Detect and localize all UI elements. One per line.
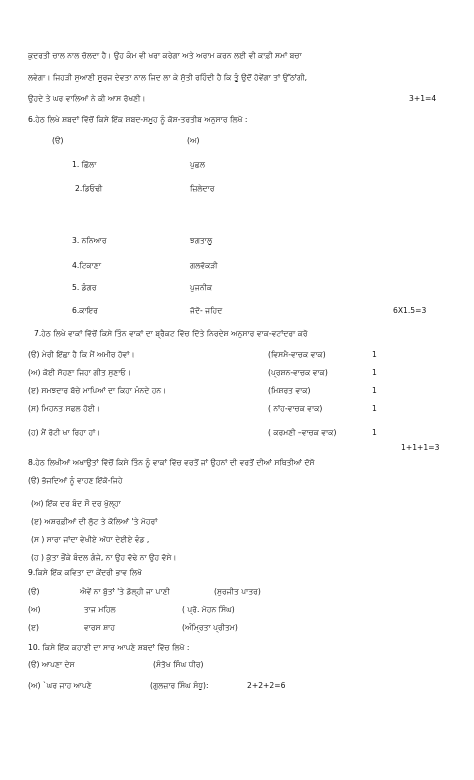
- q9-poem-label: (ੲ): [28, 623, 39, 632]
- q9-poem-author: ( ਪ੍ਰੋ. ਮੋਹਨ ਸਿੰਘ): [182, 605, 235, 614]
- q6-item-a: 1. ਛਿੱਲਾ: [72, 160, 97, 169]
- q7-sentence-type: (ਵਿਸਮੈ-ਵਾਚਕ ਵਾਕ): [268, 350, 326, 359]
- q6-marks: 6X1.5=3: [393, 306, 427, 315]
- q6-item-b: ਜ਼ਿਲੇਦਾਰ: [190, 184, 215, 193]
- q7-sentence: (ਹ) ਮੈਂ ਰੋਟੀ ਖਾ ਰਿਹਾ ਹਾਂ।: [28, 428, 101, 437]
- q8-proverb: (ਹ ) ਕੁੱਤਾ ਭੌਂਕੇ ਬੰਦਲ ਗੰਜੇ, ਨਾ ਉਹ ਵੱਢੇ ਨਾ ਉਹ ਵੱਸੇ।: [31, 553, 177, 562]
- q8-proverb: (ਸ ) ਸਾਰਾ ਜਾਂਦਾ ਵੇਖੀਏ ਅੱਧਾ ਦੇਈਏ ਵੰਡ ,: [31, 535, 150, 544]
- q6-item-a: 4.ਟਿਕਾਣਾ: [72, 261, 102, 270]
- q7-sentence-type: ( ਨਾਂਹ-ਵਾਚਕ ਵਾਕ): [268, 404, 323, 413]
- q8-proverb-first: (ੳ) ਭੱਜਦਿਆਂ ਨੂੰ ਵਾਹਣ ਇੱਕੋ-ਜਿਹੇ: [28, 476, 123, 485]
- q7-sentence-mark: 1: [372, 428, 377, 437]
- q6-column-a-label: (ੳ): [52, 136, 64, 145]
- q8-heading: 8.ਹੇਠ ਲਿਖੀਆਂ ਅਖਾਉਤਾਂ ਵਿੱਚੋਂ ਕਿਸੇ ਤਿੰਨ ਨੂੰ ਵਾਕਾਂ ਵਿੱਚ ਵਰਤੋਂ ਜਾਂ ਉਹਨਾਂ ਦੀ ਵਰਤੋਂ ਦੀਆਂ ਸਥਿਤੀਆਂ ਦੱਸੋ: [28, 458, 315, 467]
- q6-heading: 6.ਹੇਠ ਲਿਖੇ ਸ਼ਬਦਾਂ ਵਿੱਚੋਂ ਕਿਸੇ ਇੱਕ ਸ਼ਬਦ-ਸਮੂਹ ਨੂੰ ਕੋਸ਼-ਤਰਤੀਬ ਅਨੁਸਾਰ ਲਿਖੋ :: [28, 115, 248, 124]
- q9-poem-author: (ਅੰਮ੍ਰਿਤਾ ਪ੍ਰੀਤਮ): [182, 623, 238, 632]
- q6-item-a: 3. ਨਨਿਆਰ: [72, 236, 107, 245]
- q7-sentence-mark: 1: [372, 386, 377, 395]
- intro-marks: 3+1=4: [409, 94, 437, 103]
- q9-poem-label: (ੳ): [28, 587, 40, 596]
- q9-poem-author: (ਸੁਰਜੀਤ ਪਾਤਰ): [214, 587, 261, 596]
- q6-item-b: ਪੁਜਨੀਕ: [190, 283, 213, 292]
- q7-sentence: (ਸ) ਮਿਹਨਤ ਸਫਲ ਹੋਈ।: [28, 404, 100, 413]
- q7-marks: 1+1+1=3: [401, 443, 440, 452]
- q6-item-b: ਜੱਦੋ- ਜਹਿਦ: [190, 306, 223, 315]
- q6-item-b: ਝਗਤਾਲੂ: [190, 236, 213, 245]
- q7-sentence-mark: 1: [372, 368, 377, 377]
- q9-poem-label: (ਅ): [28, 605, 41, 614]
- intro-line-1: ਕੁਦਰਤੀ ਚਾਲ ਨਾਲ ਚੱਲਦਾ ਹੈ। ਉਹ ਕੰਮ ਵੀ ਖਰਾ ਕਰੇਗਾ ਅਤੇ ਅਰਾਮ ਕਰਨ ਲਈ ਵੀ ਕਾਫ਼ੀ ਸਮਾਂ ਬਚਾ: [28, 51, 302, 60]
- q7-sentence: (ੲ) ਸਮਝਦਾਰ ਬੱਚੇ ਮਾਪਿਆਂ ਦਾ ਕਿਹਾ ਮੰਨਦੇ ਹਨ।: [28, 386, 167, 395]
- q8-proverb: (ਅ) ਇੱਕ ਦਰ ਬੰਦ ਸੌ ਦਰ ਖੁੱਲ੍ਹਾ: [31, 499, 121, 508]
- q9-poem-title: ਐਵੇਂ ਨਾ ਬੁੱਤਾਂ 'ਤੇ ਡੋਲ੍ਹੀ ਜਾ ਪਾਣੀ: [80, 587, 170, 596]
- q10-story-title: (ੳ) ਆਪਣਾ ਦੇਸ: [28, 660, 75, 669]
- q8-proverb: (ੲ) ਅਸ਼ਰਫ਼ੀਆਂ ਦੀ ਲੁੱਟ ਤੇ ਕੋਲਿਆਂ 'ਤੇ ਮੋਹਰਾਂ: [31, 517, 158, 526]
- q7-heading: 7.ਹੇਠ ਲਿਖੇ ਵਾਕਾਂ ਵਿੱਚੋਂ ਕਿਸੇ ਤਿੰਨ ਵਾਕਾਂ ਦਾ ਬ੍ਰੈਕਟ ਵਿੱਚ ਦਿੱਤੇ ਨਿਰਦੇਸ਼ ਅਨੁਸਾਰ ਵਾਕ-ਵਟਾਂਦਰਾ ਕਰੋ: [34, 329, 308, 338]
- q7-sentence: (ਅ) ਕੋਈ ਸੋਹਣਾ ਜਿਹਾ ਗੀਤ ਸੁਣਾਓ।: [28, 368, 131, 377]
- q7-sentence-type: (ਮਿਸ਼ਰਤ ਵਾਕ): [268, 386, 311, 395]
- q7-sentence: (ੳ) ਮੇਰੀ ਇੱਛਾ ਹੈ ਕਿ ਮੈਂ ਅਮੀਰ ਹੋਵਾਂ।: [28, 350, 135, 359]
- q6-item-a: 6.ਕਾਇਰ: [72, 306, 98, 315]
- q10-heading: 10. ਕਿਸੇ ਇੱਕ ਕਹਾਣੀ ਦਾ ਸਾਰ ਆਪਣੇ ਸ਼ਬਦਾਂ ਵਿੱਚ ਲਿਖੋ :: [28, 643, 190, 652]
- q6-column-b-label: (ਅ): [187, 136, 200, 145]
- q10-story-author: (ਸੰਤੋਖ ਸਿੰਘ ਧੀਰ): [153, 660, 204, 669]
- q7-sentence-mark: 1: [372, 404, 377, 413]
- q6-item-b: ਪੁਛਲ: [190, 160, 206, 169]
- q9-poem-title: ਵਾਰਸ ਸ਼ਾਹ: [84, 623, 115, 632]
- q6-item-a: 2.ਡਿਓਢੀ: [75, 184, 103, 193]
- intro-line-2: ਲਵੇਗਾ। ਜਿਹੜੀ ਸੁਆਣੀ ਸੂਰਜ ਦੇਵਤਾ ਨਾਲ ਜਿਦ ਲਾ ਕੇ ਸੁੱਤੀ ਰਹਿੰਦੀ ਹੈ ਕਿ ਤੂੰ ਉਦੋਂ ਹੋਵੇਂਗਾ ਤਾਂ ਉੱਠਾਂਗੀ,: [28, 73, 308, 82]
- q6-item-a: 5. ਡੰਗਰ: [72, 283, 97, 292]
- intro-line-3: ਉਹਦੇ ਤੇ ਘਰ ਵਾਲਿਆਂ ਨੇ ਕੀ ਆਸ ਰੱਖਣੀ।: [28, 94, 146, 103]
- q10-marks: 2+2+2=6: [247, 681, 286, 690]
- q6-item-b: ਗਲਵੱਕੜੀ: [190, 261, 218, 270]
- q7-sentence-type: ( ਕਰਮਣੀ –ਵਾਚਕ ਵਾਕ): [268, 428, 337, 437]
- q10-story-title: (ਅ) `ਘਰ ਜਾਹ ਆਪਣੇ: [28, 681, 92, 690]
- q9-poem-title: ਤਾਜ ਮਹਿਲ: [84, 605, 116, 614]
- q7-sentence-mark: 1: [372, 350, 377, 359]
- q9-heading: 9.ਕਿਸੇ ਇੱਕ ਕਵਿਤਾ ਦਾ ਕੇਂਦਰੀ ਭਾਵ ਲਿਖੋ: [28, 568, 142, 577]
- q7-sentence-type: (ਪ੍ਰਸ਼ਨ-ਵਾਚਕ ਵਾਕ): [268, 368, 328, 377]
- q10-story-author: (ਗੁਲਜ਼ਾਰ ਸਿੰਘ ਸੰਧੂ):: [150, 681, 209, 690]
